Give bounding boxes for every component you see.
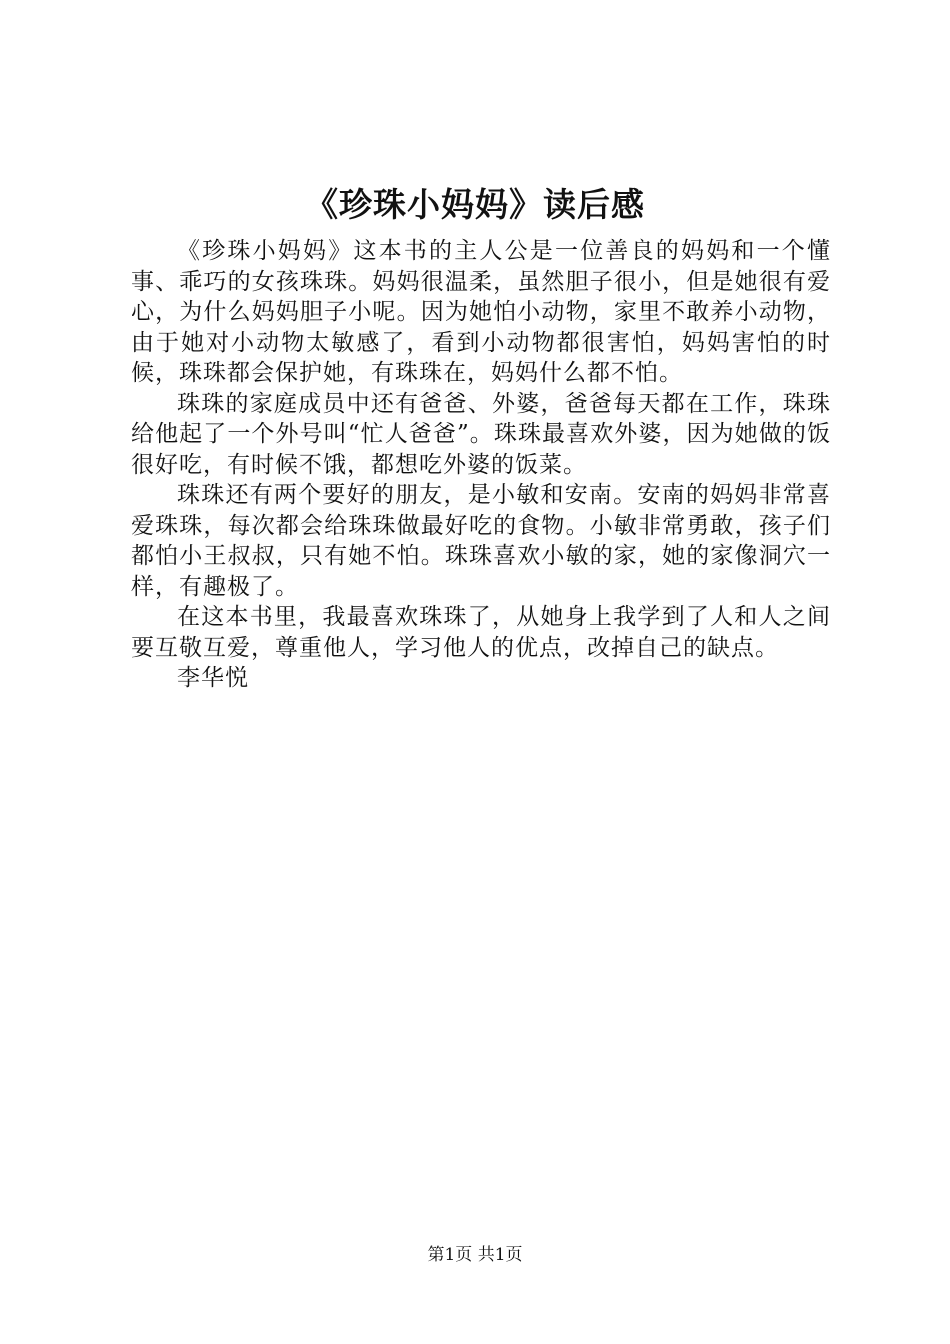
paragraph-2: 珠珠的家庭成员中还有爸爸、外婆，爸爸每天都在工作，珠珠给他起了一个外号叫“忙人爸爸”。珠珠最喜欢外婆，因为她做的饭很好吃，有时候不饿，都想吃外婆的饭菜。	[131, 390, 831, 478]
document-title: 《珍珠小妈妈》读后感	[305, 185, 645, 224]
paragraph-4: 在这本书里，我最喜欢珠珠了，从她身上我学到了人和人之间要互敬互爱，尊重他人，学习他人的优点，改掉自己的缺点。	[131, 604, 831, 661]
paragraph-1: 《珍珠小妈妈》这本书的主人公是一位善良的妈妈和一个懂事、乖巧的女孩珠珠。妈妈很温柔，虽然胆子很小，但是她很有爱心，为什么妈妈胆子小呢。因为她怕小动物，家里不敢养小动物，由于她对小动物太敏感了，看到小动物都很害怕，妈妈害怕的时候，珠珠都会保护她，有珠珠在，妈妈什么都不怕。	[131, 238, 831, 386]
page-footer: 第1页 共1页	[427, 1245, 523, 1265]
document-body	[131, 236, 831, 694]
author-signature: 李华悦	[177, 665, 249, 691]
paragraph-3: 珠珠还有两个要好的朋友，是小敏和安南。安南的妈妈非常喜爱珠珠，每次都会给珠珠做最好吃的食物。小敏非常勇敢，孩子们都怕小王叔叔，只有她不怕。珠珠喜欢小敏的家，她的家像洞穴一样，有趣极了。	[131, 482, 831, 600]
